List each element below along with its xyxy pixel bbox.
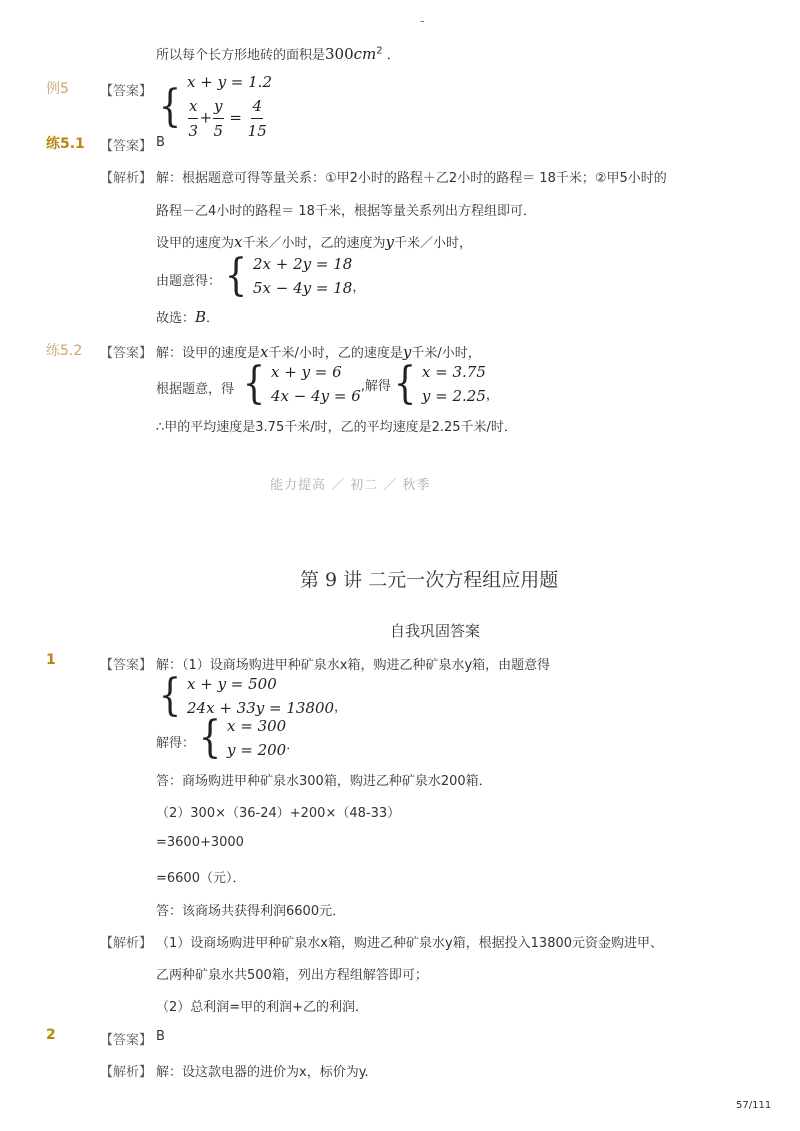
- prev-answer-unit: cm: [353, 45, 377, 63]
- prev-answer-text: 所以每个长方形地砖的面积是: [156, 48, 326, 63]
- question-1-system: [156, 672, 347, 720]
- example-5-answer-tag: 【答案】: [100, 84, 153, 99]
- practice-5-1-answer: B: [156, 135, 165, 150]
- example-5-eq-1: x + y = 1.2: [187, 73, 272, 91]
- left-brace-icon: {: [158, 80, 182, 132]
- practice-5-1-system: [222, 252, 365, 300]
- prev-answer-end: ．: [386, 48, 400, 63]
- practice-5-1-label: 练5.1: [46, 136, 85, 152]
- left-brace-icon: {: [158, 670, 182, 721]
- question-1-analysis-1: （1）设商场购进甲种矿泉水x箱，购进乙种矿泉水y箱，根据投入13800元资金购进甲、: [156, 936, 664, 951]
- question-2-answer-tag: 【答案】: [100, 1033, 153, 1048]
- practice-5-2-sol-1: x = 3.75: [421, 363, 486, 381]
- question-1-line-1: 解：（1）设商场购进甲种矿泉水x箱，购进乙种矿泉水y箱，由题意得: [156, 658, 551, 673]
- practice-5-2-eq-2: 4x − 4y = 6: [271, 387, 361, 405]
- question-1-eq-1: x + y = 500: [187, 675, 277, 693]
- question-1-label: 1: [46, 652, 56, 668]
- fraction: $\frac{4}{15}$: [248, 94, 267, 143]
- practice-5-2-eq-1: x + y = 6: [271, 363, 342, 381]
- question-1-answer-1: 答：商场购进甲种矿泉水300箱，购进乙种矿泉水200箱．: [156, 774, 492, 789]
- practice-5-1-line-1: 解：根据题意可得等量关系：①甲2小时的路程＋乙2小时的路程＝ 18千米；②甲5小时的: [156, 171, 667, 186]
- question-1-system-post: ，: [334, 699, 348, 715]
- practice-5-1-line-2: 路程－乙4小时的路程＝ 18千米，根据等量关系列出方程组即可．: [156, 204, 536, 219]
- question-1-sol-2: y = 200: [227, 741, 287, 759]
- left-brace-icon: {: [224, 250, 248, 301]
- question-2-answer: B: [156, 1029, 165, 1044]
- question-1-calc-3: =6600（元）．: [156, 871, 246, 886]
- practice-5-2-system: [240, 360, 499, 408]
- practice-5-2-system-post: ，: [485, 387, 499, 403]
- practice-5-2-line-3: ∴甲的平均速度是3.75千米/时，乙的平均速度是2.25千米/时．: [156, 420, 517, 435]
- practice-5-2-solve-label: ,解得: [360, 378, 391, 394]
- left-brace-icon: {: [393, 358, 417, 409]
- question-2-line-1: 解：设这款电器的进价为x，标价为y.: [156, 1065, 369, 1080]
- left-brace-icon: {: [198, 712, 222, 763]
- practice-5-2-label: 练5.2: [46, 343, 83, 359]
- question-1-answer-tag: 【答案】: [100, 658, 153, 673]
- question-1-answer-2: 答：该商场共获得利润6600元．: [156, 904, 346, 919]
- question-1-solution-post: ．: [286, 737, 300, 753]
- prev-answer-line: [156, 44, 400, 63]
- lecture-title: 第 9 讲 二元一次方程组应用题: [300, 569, 559, 591]
- section-title: 自我巩固答案: [390, 622, 481, 640]
- practice-5-2-line-2-label: 根据题意，得: [156, 382, 235, 397]
- practice-5-1-system-post: ，: [352, 279, 366, 295]
- question-1-eq-2: 24x + 33y = 13800: [187, 699, 335, 717]
- practice-5-1-eq-2: 5x − 4y = 18: [253, 279, 353, 297]
- question-1-solution: [196, 714, 299, 762]
- question-1-sol-1: x = 300: [227, 717, 287, 735]
- question-2-label: 2: [46, 1027, 56, 1043]
- practice-5-1-line-3: 设甲的速度为x千米／小时，乙的速度为y千米／小时，: [156, 233, 472, 251]
- practice-5-1-eq-1: 2x + 2y = 18: [253, 255, 353, 273]
- practice-5-1-system-label: 由题意得：: [156, 274, 222, 289]
- question-1-analysis-3: （2）总利润=甲的利润+乙的利润．: [156, 1000, 369, 1015]
- page-footer: 能力提高 ／ 初二 ／ 秋季: [270, 478, 431, 493]
- practice-5-2-line-1: 解：设甲的速度是x千米/小时，乙的速度是y千米/小时，: [156, 343, 481, 361]
- example-5-label: 例5: [46, 81, 69, 97]
- practice-5-2-answer-tag: 【答案】: [100, 346, 153, 361]
- prev-answer-value: 300: [325, 45, 354, 63]
- example-5-eq-2: $\frac{x}{3}$ + $\frac{y}{5}$ = $\frac{4}{15}$: [187, 94, 272, 143]
- example-5-system: [156, 70, 272, 143]
- practice-5-1-answer-tag: 【答案】: [100, 139, 153, 154]
- practice-5-1-line-5: 故选：B．: [156, 308, 220, 326]
- question-1-calc-2: =3600+3000: [156, 835, 244, 850]
- fraction: $\frac{x}{3}$: [188, 94, 198, 143]
- question-1-analysis-2: 乙两种矿泉水共500箱，列出方程组解答即可；: [156, 968, 428, 983]
- prev-answer-exponent: 2: [376, 45, 383, 57]
- page-number: 57/111: [736, 1100, 772, 1111]
- question-2-analysis-tag: 【解析】: [100, 1065, 153, 1080]
- left-brace-icon: {: [242, 358, 266, 409]
- question-1-calc-1: （2）300×（36-24）+200×（48-33）: [156, 806, 401, 821]
- practice-5-2-sol-2: y = 2.25: [421, 387, 486, 405]
- practice-5-1-analysis-tag: 【解析】: [100, 171, 153, 186]
- fraction: $\frac{y}{5}$: [213, 94, 223, 143]
- top-mark: -: [420, 14, 425, 29]
- question-1-solve-label: 解得：: [156, 736, 196, 751]
- question-1-analysis-tag: 【解析】: [100, 936, 153, 951]
